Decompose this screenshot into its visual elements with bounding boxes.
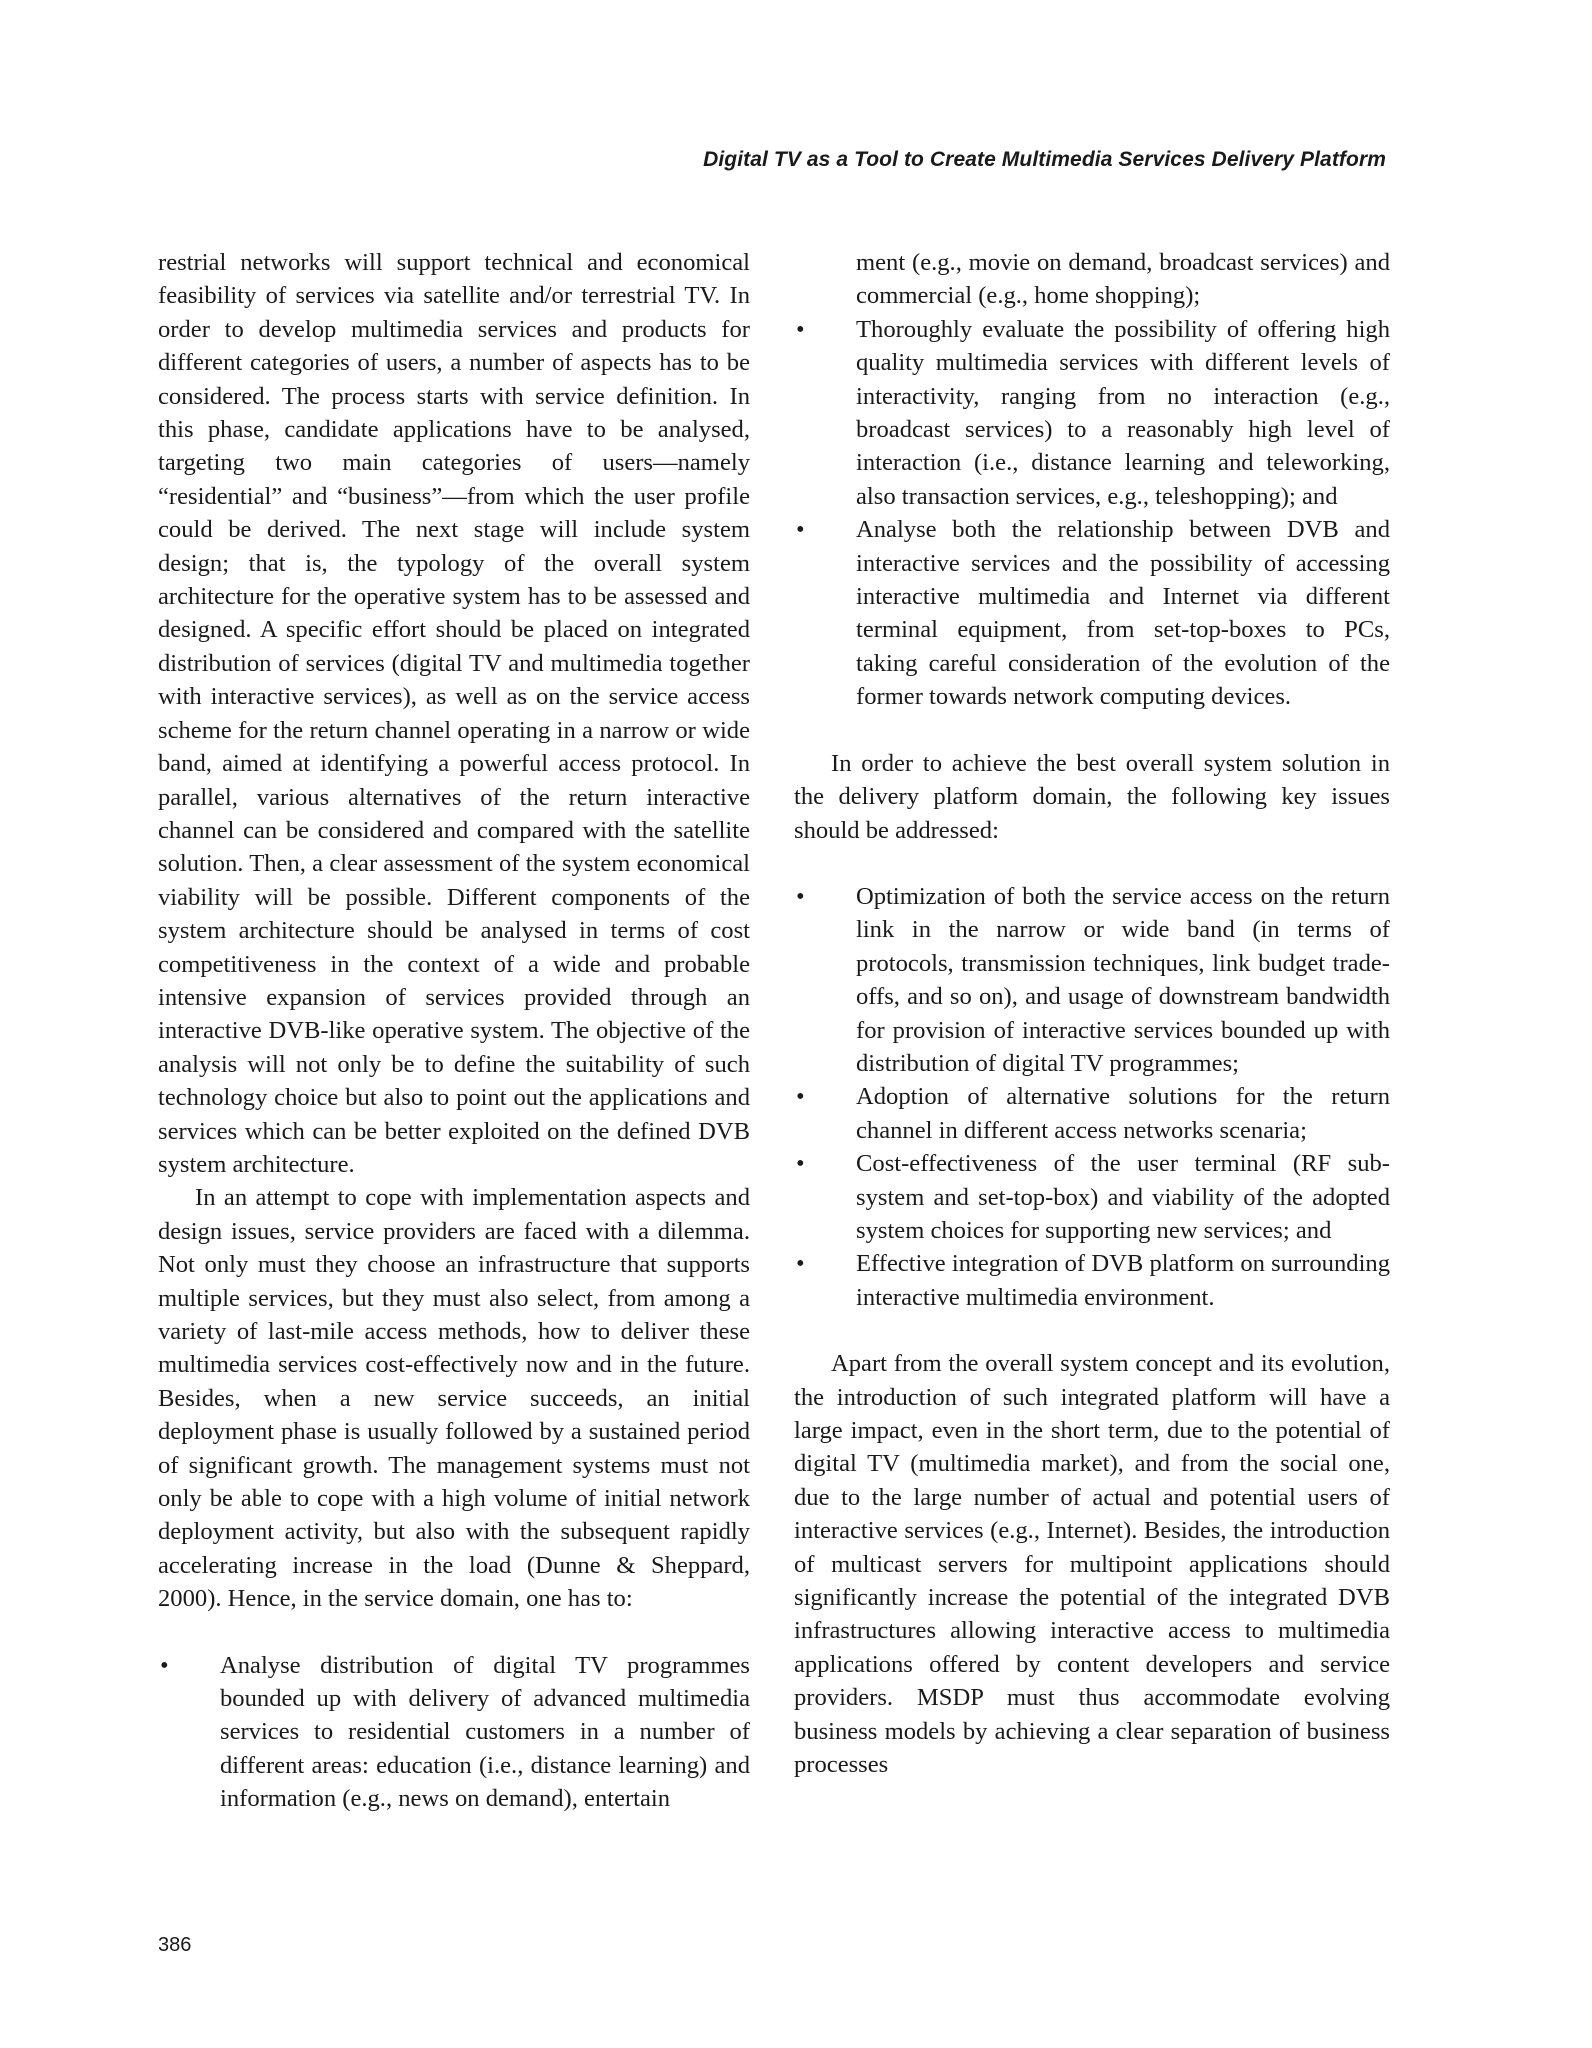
list-item-continuation [794,246,1390,313]
service-domain-list-continued [794,246,1390,714]
bullet-icon: • [796,315,805,343]
list-item-text: Thoroughly evaluate the possibility of offering high quality multimedia services with different levels of interactivity, ranging from no interaction (e.g., broadcast services) to a reasonably high level of interaction (i.e., distance learning and teleworking, also transaction services, e.g., teleshopping); and [856,315,1390,510]
list-item [794,1247,1390,1314]
bullet-icon: • [796,1150,805,1178]
list-item [794,880,1390,1080]
bullet-icon: • [160,1651,169,1679]
list-item-text: Cost-effectiveness of the user terminal (RF sub-system and set-top-box) and viability of the adopted system choices for supporting new services; and [856,1150,1390,1244]
service-domain-list [158,1649,750,1816]
list-item-text: ment (e.g., movie on demand, broadcast services) and commercial (e.g., home shopping); [856,249,1390,310]
paragraph-1: restrial networks will support technical and economical feasibility of services via satellite and/or terrestrial TV. In order to develop multimedia services and products for different categories of users, a number of aspects has to be considered. The process starts with service definition. In this phase, candidate applications have to be analysed, targeting two main categories of users—namely “residential” and “business”—from which the user profile could be derived. The next stage will include system design; that is, the typology of the overall system architecture for the operative system has to be assessed and designed. A specific effort should be placed on integrated distribution of services (digital TV and multimedia together with interactive services), as well as on the service access scheme for the return channel operating in a narrow or wide band, aimed at identifying a powerful access protocol. In parallel, various alternatives of the return interactive channel can be considered and compared with the satellite solution. Then, a clear assessment of the system economical viability will be possible. Different components of the system architecture should be analysed in terms of cost competitiveness in the context of a wide and probable intensive expansion of services provided through an interactive DVB-like operative system. The objective of the analysis will not only be to define the suitability of such technology choice but also to point out the applications and services which can be better exploited on the defined DVB system architecture. [158,249,750,1178]
list-item [158,1649,750,1816]
key-issues-list [794,880,1390,1314]
bullet-icon: • [796,882,805,910]
left-column [158,246,750,1816]
list-item-text: Optimization of both the service access on the return link in the narrow or wide band (in terms of protocols, transmission techniques, link budget trade-offs, and so on), and usage of downstream bandwidth for provision of interactive services bounded up with distribution of digital TV programmes; [856,882,1390,1077]
list-item [794,1080,1390,1147]
list-item-text: Adoption of alternative solutions for the return channel in different access networks scenaria; [856,1083,1390,1144]
page-number: 386 [158,1934,192,1956]
bullet-icon: • [796,516,805,544]
list-item-text: Effective integration of DVB platform on surrounding interactive multimedia environment. [856,1250,1390,1311]
list-item [794,313,1390,513]
right-column [794,246,1390,1781]
list-item-text: Analyse both the relationship between DVB and interactive services and the possibility of accessing interactive multimedia and Internet via different terminal equipment, from set-top-boxes to PCs, taking careful consideration of the evolution of the former towards network computing devices. [856,516,1390,711]
bullet-icon: • [796,1250,805,1278]
paragraph-4: Apart from the overall system concept and its evolution, the introduction of such integrated platform will have a large impact, even in the short term, due to the potential of digital TV (multimedia market), and from the social one, due to the large number of actual and potential users of interactive services (e.g., Internet). Besides, the introduction of multicast servers for multipoint applications should significantly increase the potential of the integrated DVB infrastructures allowing interactive access to multimedia applications offered by content developers and service providers. MSDP must thus accommodate evolving business models by achieving a clear separation of business processes [794,1350,1390,1779]
list-item [794,513,1390,713]
bullet-icon: • [796,1083,805,1111]
running-title: Digital TV as a Tool to Create Multimedia Services Delivery Platform [703,148,1386,171]
paragraph-3: In order to achieve the best overall system solution in the delivery platform domain, the following key issues should be addressed: [794,749,1390,844]
paragraph-2: In an attempt to cope with implementation aspects and design issues, service providers are faced with a dilemma. Not only must they choose an infrastructure that supports multiple services, but they must also select, from among a variety of last-mile access methods, how to deliver these multimedia services cost-effectively now and in the future. Besides, when a new service succeeds, an initial deployment phase is usually followed by a sustained period of significant growth. The management systems must not only be able to cope with a high volume of initial network deployment activity, but also with the subsequent rapidly accelerating increase in the load (Dunne & Sheppard, 2000). Hence, in the service domain, one has to: [158,1184,750,1613]
list-item [794,1147,1390,1247]
list-item-text: Analyse distribution of digital TV programmes bounded up with delivery of advanced multimedia services to residential customers in a number of different areas: education (i.e., distance learning) and information (e.g., news on demand), entertain [220,1651,750,1813]
